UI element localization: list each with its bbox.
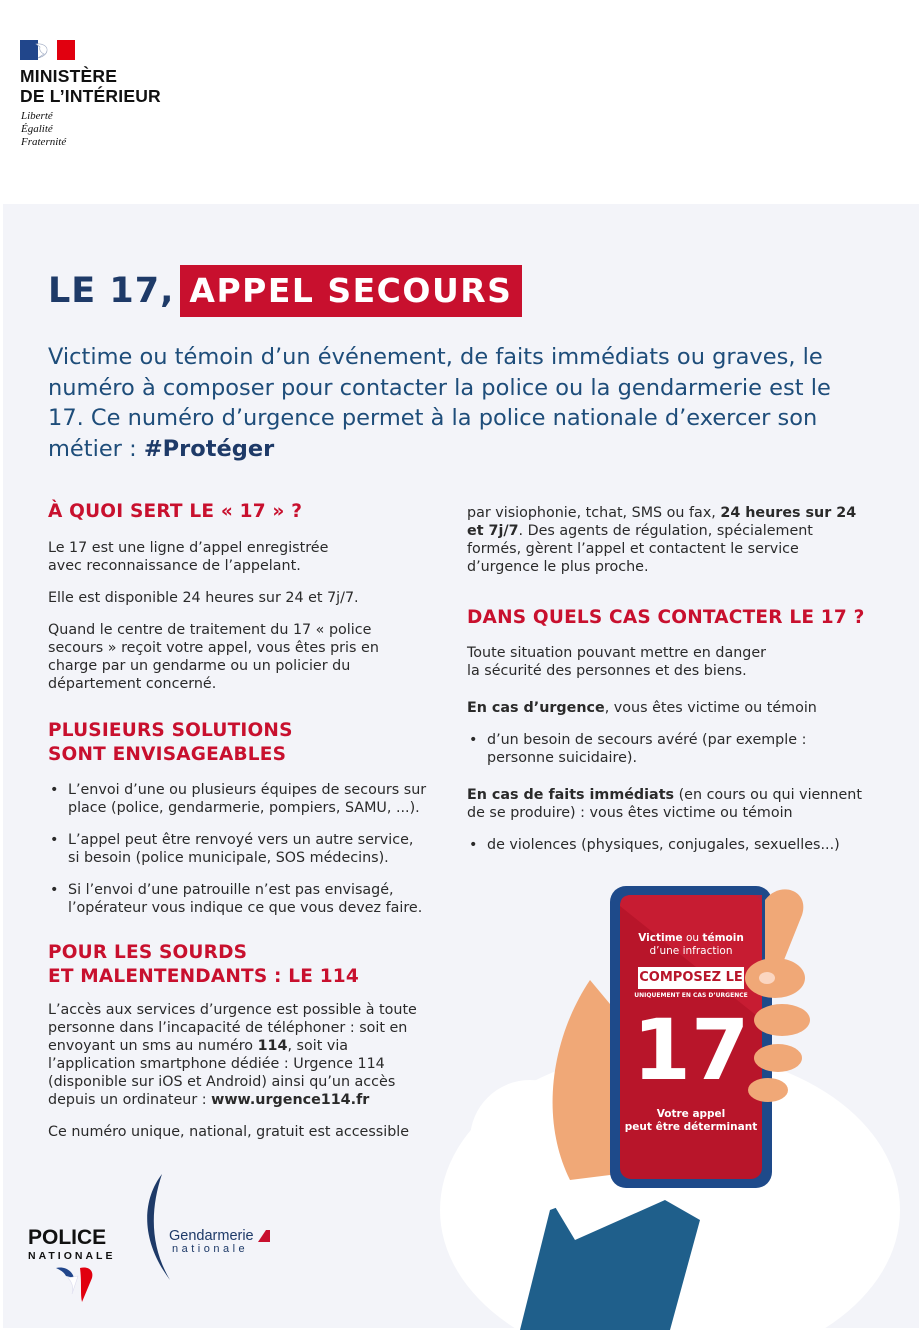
intro-hashtag: #Protéger [143,435,275,462]
immediat-label: En cas de faits immédiats [467,787,675,803]
urgence114-link[interactable]: www.urgence114.fr [211,1092,370,1108]
intro-body: Victime ou témoin d’un événement, de faits immédiats ou graves, le numéro à composer pour contacter la police ou la gendarmerie est le 17. Ce numéro d’urgence permet à la police nationale d’exercer son métier : [48,344,831,462]
phone-temoin: témoin [702,932,744,944]
phone-illustration [370,880,919,1330]
right-cont-a: par visiophonie, tchat, SMS ou fax, [467,505,721,521]
ministry-name [20,66,161,106]
phone-screen-line1 [620,932,762,944]
motto-liberte: Liberté [21,110,53,122]
section1-p2: Elle est disponible 24 heures sur 24 et 7j/7. [48,590,359,606]
section2-heading-line1: PLUSIEURS SOLUTIONS [48,720,293,741]
section1-heading: À QUOI SERT LE « 17 » ? [48,501,303,522]
right-cont [467,504,867,576]
gendarmerie-line2: nationale [172,1243,249,1255]
title-part2: APPEL SECOURS [180,265,522,317]
phone-bottom1: Votre appel [656,1108,726,1120]
title-part1: LE 17, [48,271,175,311]
list-item: • L’appel peut être renvoyé vers un autre service, si besoin (police municipale, SOS médecins). [48,831,428,867]
police-tricolor-mark [54,1264,104,1306]
section3-p1-a: L’accès aux services d’urgence est possible à toute personne dans l’incapacité de téléphoner : soit en envoyant un sms au numéro [48,1002,417,1054]
section4-p1-line1: Toute situation pouvant mettre en danger [467,645,767,661]
list-item: • de violences (physiques, conjugales, sexuelles...) [467,836,867,854]
police-nationale-logo [28,1228,128,1262]
police-logo-line2: NATIONALE [28,1250,116,1262]
phone-screen-line2: d’une infraction [649,945,733,957]
phone-only-urgence: UNIQUEMENT EN CAS D’URGENCE [634,992,748,999]
motto-fraternite: Fraternité [21,136,67,148]
phone-bottom2: peut être déterminant [624,1121,758,1133]
section1-p1 [48,539,428,575]
list-item: • Si l’envoi d’une patrouille n’est pas envisagé, l’opérateur vous indique ce que vous devez faire. [48,881,428,917]
phone-victime: Victime [638,932,683,944]
motto [21,110,66,149]
section4-heading: DANS QUELS CAS CONTACTER LE 17 ? [467,607,865,628]
section3-heading-line1: POUR LES SOURDS [48,942,248,963]
urgence-rest: , vous êtes victime ou témoin [604,700,817,716]
immediat-line [467,786,867,822]
list-item: • L’envoi d’une ou plusieurs équipes de secours sur place (police, gendarmerie, pompiers, SAMU, ...). [48,781,428,817]
section4-p1 [467,644,867,680]
section3-p1-c: , soit via l’application smartphone dédiée : Urgence 114 (disponible sur iOS et Android) ainsi qu’un accès depuis un ordinateur : [48,1038,396,1108]
ministry-line2: DE L’INTÉRIEUR [20,86,161,106]
section1-p1-line2: avec reconnaissance de l’appelant. [48,558,301,574]
right-column [467,504,867,868]
page-title [48,264,522,318]
gendarmerie-line1: Gendarmerie [169,1228,254,1244]
intro-text [48,342,848,464]
immediat-rest: (en cours ou qui viennent de se produire) : vous êtes victime ou témoin [467,787,862,821]
ministry-line1: MINISTÈRE [20,66,118,86]
section4-p1-line2: la sécurité des personnes et des biens. [467,663,747,679]
immediat-list [467,836,867,854]
marianne-flag-logo [20,40,75,60]
phone-ou: ou [682,932,703,944]
urgence-list [467,731,867,767]
sms-number: 114 [257,1038,288,1054]
motto-egalite: Égalité [21,123,53,135]
urgence-line [467,699,867,717]
gendarmerie-logo [140,1170,280,1290]
section3-p2: Ce numéro unique, national, gratuit est accessible [48,1124,410,1140]
phone-compose: COMPOSEZ LE [639,970,743,985]
section2-heading [48,719,428,767]
section3-heading-line2: ET MALENTENDANTS : LE 114 [48,966,359,987]
urgence-label: En cas d’urgence [467,700,605,716]
list-item: • d’un besoin de secours avéré (par exemple : personne suicidaire). [467,731,867,767]
right-cont-bold: 24 heures sur 24 et 7j/7 [467,505,857,539]
right-cont-c: . Des agents de régulation, spécialement formés, gèrent l’appel et contactent le service d’urgence le plus proche. [467,523,813,575]
section1-p1-line1: Le 17 est une ligne d’appel enregistrée [48,540,329,556]
section2-heading-line2: SONT ENVISAGEABLES [48,744,287,765]
police-logo-line1: POLICE [28,1226,107,1249]
phone-number: 17 [632,1001,750,1099]
section1-p3: Quand le centre de traitement du 17 « police secours » reçoit votre appel, vous êtes pris en charge par un gendarme ou un policier du département concerné. [48,622,379,692]
